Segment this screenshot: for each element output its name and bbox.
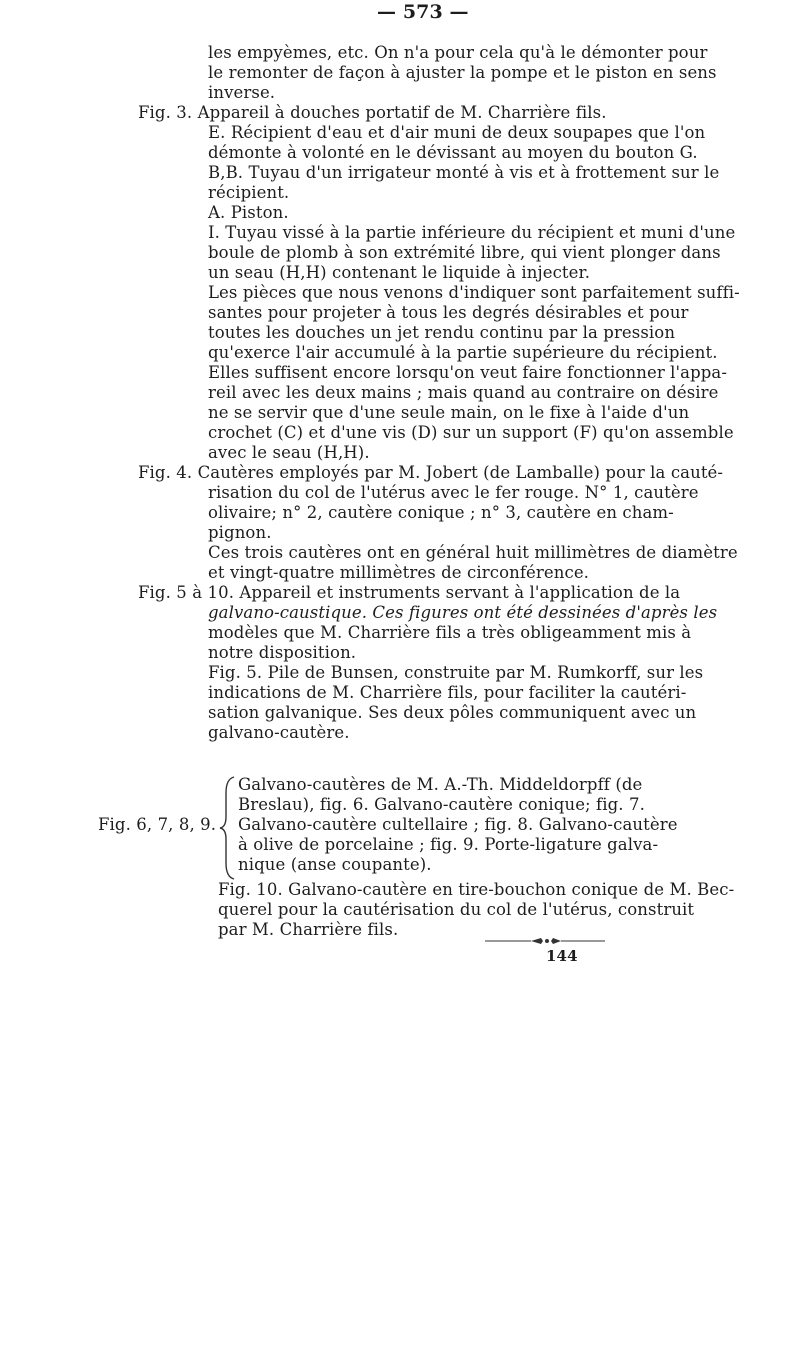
- text-line: Elles suffisent encore lorsqu'on veut faire fonctionner l'appa-: [208, 363, 728, 382]
- text-line: galvano-caustique. Ces figures ont été dessinées d'après les: [208, 603, 718, 622]
- text-line: inverse.: [208, 83, 276, 102]
- text-line: E. Récipient d'eau et d'air muni de deux soupapes que l'on: [208, 123, 706, 142]
- text-line: risation du col de l'utérus avec le fer rouge. N° 1, cautère: [208, 483, 699, 502]
- text-line: Galvano-cautère cultellaire ; fig. 8. Galvano-cautère: [238, 815, 678, 834]
- text-line: qu'exerce l'air accumulé à la partie supérieure du récipient.: [208, 343, 718, 362]
- text-line: et vingt-quatre millimètres de circonférence.: [208, 563, 590, 582]
- signature-mark: 144: [546, 947, 578, 965]
- text-line: récipient.: [208, 183, 290, 202]
- ornament-divider-icon: [485, 937, 605, 945]
- curly-brace-icon: [218, 775, 238, 881]
- text-line: les empyèmes, etc. On n'a pour cela qu'à le démonter pour: [208, 43, 708, 62]
- text-line: galvano-cautère.: [208, 723, 350, 742]
- text-line: Ces trois cautères ont en général huit millimètres de diamètre: [208, 543, 738, 562]
- text-line: Les pièces que nous venons d'indiquer sont parfaitement suffi-: [208, 283, 740, 302]
- text-line: à olive de porcelaine ; fig. 9. Porte-ligature galva-: [238, 835, 659, 854]
- text-line: démonte à volonté en le dévissant au moyen du bouton G.: [208, 143, 698, 162]
- text-line: sation galvanique. Ses deux pôles communiquent avec un: [208, 703, 697, 722]
- text-line: I. Tuyau vissé à la partie inférieure du récipient et muni d'une: [208, 223, 736, 242]
- figure-group-label: Fig. 6, 7, 8, 9.: [98, 815, 217, 834]
- text-line: santes pour projeter à tous les degrés désirables et pour: [208, 303, 689, 322]
- text-line: Fig. 3. Appareil à douches portatif de M. Charrière fils.: [138, 103, 607, 122]
- text-line: nique (anse coupante).: [238, 855, 432, 874]
- text-line: Galvano-cautères de M. A.-Th. Middeldorpff (de: [238, 775, 643, 794]
- text-line: crochet (C) et d'une vis (D) sur un support (F) qu'on assemble: [208, 423, 734, 442]
- text-line: Fig. 5 à 10. Appareil et instruments servant à l'application de la: [138, 583, 681, 602]
- text-line: un seau (H,H) contenant le liquide à injecter.: [208, 263, 591, 282]
- text-line: Fig. 4. Cautères employés par M. Jobert (de Lamballe) pour la cauté-: [138, 463, 724, 482]
- text-line: toutes les douches un jet rendu continu par la pression: [208, 323, 676, 342]
- text-line: par M. Charrière fils.: [218, 920, 399, 939]
- text-line: B,B. Tuyau d'un irrigateur monté à vis et à frottement sur le: [208, 163, 720, 182]
- text-line: Fig. 10. Galvano-cautère en tire-bouchon conique de M. Bec-: [218, 880, 735, 899]
- text-line: boule de plomb à son extrémité libre, qui vient plonger dans: [208, 243, 721, 262]
- text-line: Fig. 5. Pile de Bunsen, construite par M. Rumkorff, sur les: [208, 663, 704, 682]
- text-line: avec le seau (H,H).: [208, 443, 370, 462]
- text-line: le remonter de façon à ajuster la pompe et le piston en sens: [208, 63, 717, 82]
- text-line: notre disposition.: [208, 643, 357, 662]
- text-line: modèles que M. Charrière fils a très obligeamment mis à: [208, 623, 692, 642]
- text-line: olivaire; n° 2, cautère conique ; n° 3, cautère en cham-: [208, 503, 674, 522]
- text-line: indications de M. Charrière fils, pour faciliter la cautéri-: [208, 683, 687, 702]
- page-number-header: — 573 —: [377, 1, 469, 23]
- text-line: A. Piston.: [208, 203, 289, 222]
- text-line: ne se servir que d'une seule main, on le fixe à l'aide d'un: [208, 403, 690, 422]
- text-line: pignon.: [208, 523, 272, 542]
- text-line: Breslau), fig. 6. Galvano-cautère conique; fig. 7.: [238, 795, 645, 814]
- text-line: querel pour la cautérisation du col de l'utérus, construit: [218, 900, 695, 919]
- text-line: reil avec les deux mains ; mais quand au contraire on désire: [208, 383, 719, 402]
